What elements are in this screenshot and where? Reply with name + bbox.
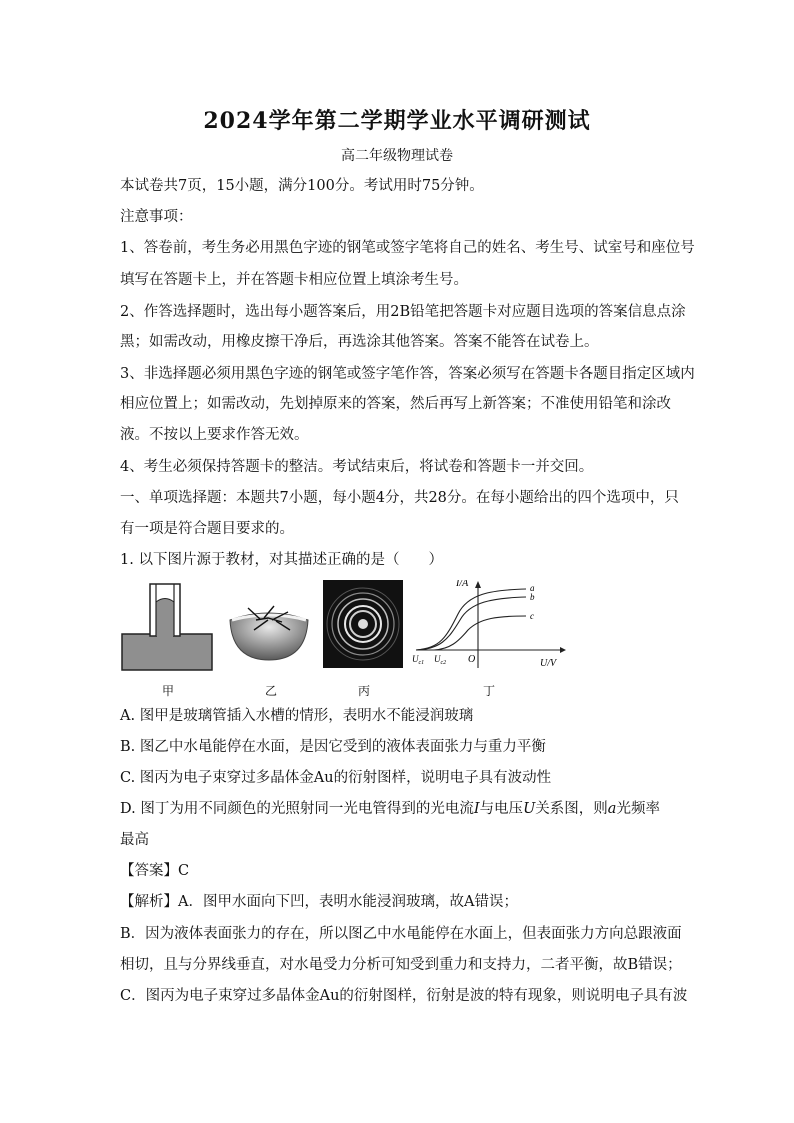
- question-figures: [118, 580, 568, 700]
- uc2-subscript: c2: [440, 660, 447, 666]
- option-d-text-3: 关系图，则: [535, 801, 608, 817]
- curve-b-label: b: [530, 592, 535, 602]
- note-line: 液。不按以上要求作答无效。: [120, 427, 309, 443]
- note-line: 黑；如需改动，用橡皮擦干净后，再选涂其他答案。答案不能答在试卷上。: [120, 334, 599, 350]
- option-d-cont: 最高: [120, 832, 149, 848]
- caption-ding: 丁: [483, 684, 496, 698]
- notes-heading: 注意事项：: [120, 209, 193, 225]
- analysis-line: 【解析】A．图甲水面向下凹，表明水能浸润玻璃，故A错误；: [120, 894, 518, 910]
- option-a: A. 图甲是玻璃管插入水槽的情形，表明水不能浸润玻璃: [120, 708, 474, 724]
- page-title: 2024学年第二学期学业水平调研测试: [203, 108, 591, 134]
- option-d-text-1: D. 图丁为用不同颜色的光照射同一光电管得到的光电流: [120, 801, 474, 817]
- page-subtitle: 高二年级物理试卷: [341, 148, 453, 164]
- uc2-label: [434, 654, 446, 666]
- origin-label: O: [468, 654, 476, 665]
- option-b: B. 图乙中水黾能停在水面，是因它受到的液体表面张力与重力平衡: [120, 739, 546, 755]
- note-line: 填写在答题卡上，并在答题卡相应位置上填涂考生号。: [120, 272, 468, 288]
- figure-yi: [228, 594, 310, 664]
- section-heading-cont: 有一项是符合题目要求的。: [120, 521, 294, 537]
- analysis-line: C．图丙为电子束穿过多晶体金Au的衍射图样，衍射是波的特有现象，则说明电子具有波: [120, 988, 688, 1004]
- analysis-line: B．因为液体表面张力的存在，所以图乙中水黾能停在水面上，但表面张力方向总跟液面: [120, 926, 682, 942]
- caption-jia: 甲: [162, 684, 175, 698]
- figure-bing: [323, 580, 403, 668]
- option-d-symbol-u: U: [523, 801, 536, 817]
- caption-bing: 丙: [358, 684, 371, 698]
- x-axis-label: U/V: [540, 658, 557, 669]
- note-line: 1、答卷前，考生务必用黑色字迹的钢笔或签字笔将自己的姓名、考生号、试室号和座位号: [120, 240, 695, 256]
- option-c: C. 图丙为电子束穿过多晶体金Au的衍射图样，说明电子具有波动性: [120, 770, 552, 786]
- analysis-line: 相切，且与分界线垂直，对水黾受力分析可知受到重力和支持力，二者平衡，故B错误；: [120, 957, 682, 973]
- section-heading: 一、单项选择题：本题共7小题，每小题4分，共28分。在每小题给出的四个选项中，只: [120, 490, 679, 506]
- curve-a-label: a: [530, 583, 535, 593]
- figure-ding: [410, 580, 568, 672]
- option-d-symbol-i: I: [473, 801, 480, 817]
- note-line: 4、考生必须保持答题卡的整洁。考试结束后，将试卷和答题卡一并交回。: [120, 459, 594, 475]
- uc2-letter: U: [434, 654, 441, 664]
- note-line: 相应位置上；如需改动，先划掉原来的答案，然后再写上新答案；不准使用铅笔和涂改: [120, 396, 671, 412]
- note-line: 2、作答选择题时，选出每小题答案后，用2B铅笔把答题卡对应题目选项的答案信息点涂: [120, 304, 686, 320]
- curve-c-label: c: [530, 611, 534, 621]
- uc1-subscript: c1: [418, 660, 425, 666]
- question-stem: 1. 以下图片源于教材，对其描述正确的是（ ）: [120, 552, 443, 568]
- option-d-text-2: 与电压: [479, 801, 524, 817]
- intro-text: 本试卷共7页，15小题，满分100分。考试用时75分钟。: [120, 178, 484, 194]
- option-d: [120, 799, 680, 819]
- y-axis-label: I/A: [456, 580, 469, 589]
- curve-b: [416, 597, 526, 650]
- option-d-text-4: 光频率: [616, 801, 660, 817]
- figure-jia: [120, 582, 214, 672]
- option-d-symbol-a: a: [607, 801, 617, 817]
- caption-yi: 乙: [265, 684, 278, 698]
- uc1-label: [412, 654, 424, 666]
- note-line: 3、非选择题必须用黑色字迹的钢笔或签字笔作答，答案必须写在答题卡各题目指定区域内: [120, 366, 695, 382]
- uc1-letter: U: [412, 654, 419, 664]
- answer: 【答案】C: [120, 863, 190, 879]
